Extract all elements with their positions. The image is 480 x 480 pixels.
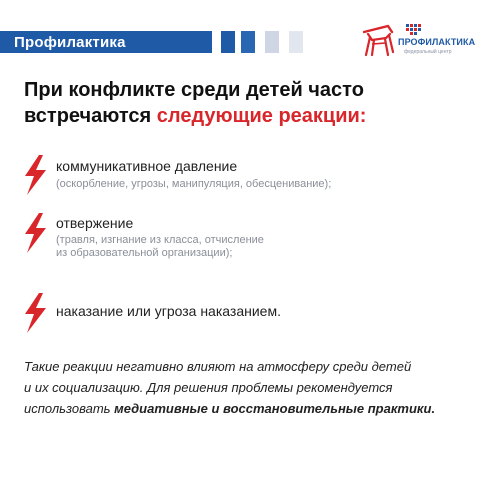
footer-line [24,398,464,419]
reaction-detail-line: (травля, изгнание из класса, отчисление [56,234,264,246]
footer-note [24,356,464,419]
reaction-detail: (оскорбление, угрозы, манипуляция, обесценивание); [56,178,332,190]
profilaktika-logo [358,22,476,62]
lightning-bolt-icon [22,155,48,195]
reaction-detail [56,234,264,260]
reaction-title: наказание или угроза наказанием. [56,303,281,319]
footer-emphasis: медиативные и восстановительные практики. [114,401,436,416]
logo-subtitle: федеральный центр [404,49,452,55]
logo-name: ПРОФИЛАКТИКА [398,37,476,47]
decor-square [289,31,303,53]
header-tag [0,31,212,53]
header-tag-label: Профилактика [14,33,126,51]
lightning-bolt-icon [22,293,48,333]
title-line-2-prefix: встречаются [24,105,157,127]
page-title [24,77,366,129]
decor-square [265,31,279,53]
pixel-mark-icon [406,24,422,36]
footer-line: Такие реакции негативно влияют на атмосферу среди детей [24,359,412,374]
reaction-title: коммуникативное давление [56,158,238,174]
reaction-title: отвержение [56,215,134,231]
title-line-2 [24,103,366,129]
lightning-bolt-icon [22,213,48,253]
reaction-detail-line: из образовательной организации); [56,247,233,259]
footer-line: и их социализацию. Для решения проблемы рекомендуется [24,380,393,395]
footer-line-3-prefix: использовать [24,401,115,416]
decor-square [241,31,255,53]
title-line-1: При конфликте среди детей часто [24,79,364,101]
chair-logo-icon [358,22,396,58]
title-accent: следующие реакции: [156,105,367,127]
decor-square [221,31,235,53]
